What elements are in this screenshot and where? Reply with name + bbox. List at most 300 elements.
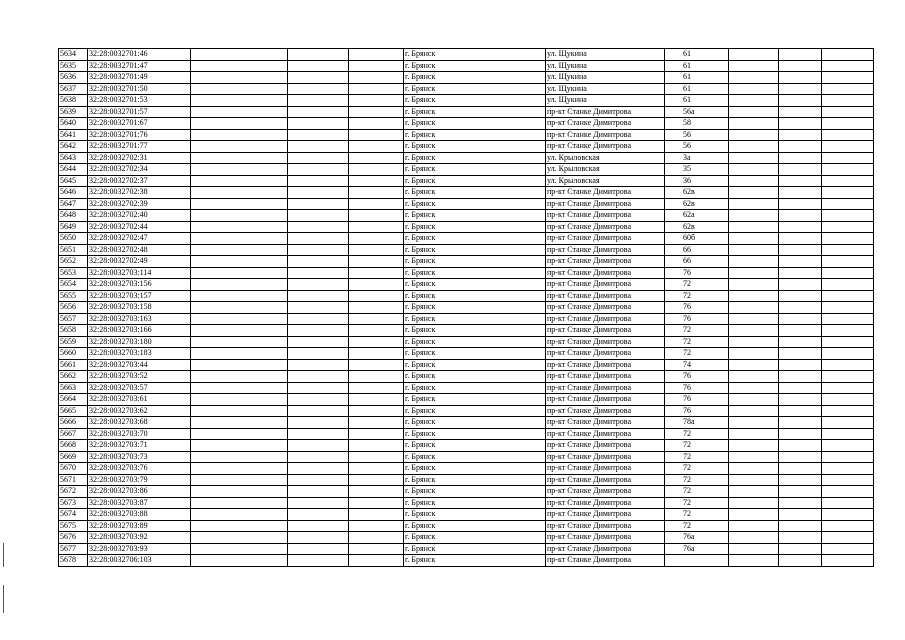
empty-cell — [191, 187, 288, 199]
empty-cell — [191, 394, 288, 406]
empty-cell — [191, 129, 288, 141]
city-cell: г. Брянск — [404, 417, 546, 429]
city-cell: г. Брянск — [404, 405, 546, 417]
empty-cell — [729, 440, 779, 452]
city-cell: г. Брянск — [404, 106, 546, 118]
empty-cell — [729, 60, 779, 72]
row-number-cell: 5661 — [59, 359, 88, 371]
empty-cell — [349, 336, 404, 348]
table-row — [59, 141, 874, 153]
cadastral-number-cell: 32:28:0032703:52 — [88, 371, 191, 383]
empty-cell — [729, 95, 779, 107]
house-number-cell: 61 — [665, 72, 729, 84]
empty-cell — [191, 210, 288, 222]
cadastral-number-cell: 32:28:0032703:92 — [88, 532, 191, 544]
empty-cell — [729, 290, 779, 302]
street-cell: пр-кт Станке Димитрова — [546, 532, 665, 544]
empty-cell — [288, 520, 349, 532]
empty-cell — [349, 520, 404, 532]
empty-cell — [349, 141, 404, 153]
table-row — [59, 520, 874, 532]
cadastral-number-cell: 32:28:0032703:57 — [88, 382, 191, 394]
table-row — [59, 164, 874, 176]
row-number-cell: 5650 — [59, 233, 88, 245]
empty-cell — [288, 221, 349, 233]
empty-cell — [191, 175, 288, 187]
cadastral-number-cell: 32:28:0032703:73 — [88, 451, 191, 463]
cadastral-number-cell: 32:28:0032703:158 — [88, 302, 191, 314]
empty-cell — [729, 382, 779, 394]
table-row — [59, 371, 874, 383]
row-number-cell: 5638 — [59, 95, 88, 107]
empty-cell — [191, 141, 288, 153]
empty-cell — [822, 279, 874, 291]
city-cell: г. Брянск — [404, 463, 546, 475]
street-cell: пр-кт Станке Димитрова — [546, 463, 665, 475]
empty-cell — [288, 486, 349, 498]
cadastral-number-cell: 32:28:0032702:37 — [88, 175, 191, 187]
empty-cell — [288, 428, 349, 440]
empty-cell — [779, 175, 822, 187]
house-number-cell: 66 — [665, 256, 729, 268]
table-row — [59, 336, 874, 348]
empty-cell — [288, 129, 349, 141]
empty-cell — [729, 520, 779, 532]
empty-cell — [729, 463, 779, 475]
empty-cell — [779, 486, 822, 498]
empty-cell — [822, 302, 874, 314]
row-number-cell: 5669 — [59, 451, 88, 463]
cadastral-number-cell: 32:28:0032701:49 — [88, 72, 191, 84]
house-number-cell: 76 — [665, 394, 729, 406]
empty-cell — [822, 152, 874, 164]
city-cell: г. Брянск — [404, 440, 546, 452]
empty-cell — [779, 290, 822, 302]
house-number-cell: 72 — [665, 336, 729, 348]
street-cell: пр-кт Станке Димитрова — [546, 417, 665, 429]
row-number-cell: 5645 — [59, 175, 88, 187]
house-number-cell: 56 — [665, 141, 729, 153]
row-number-cell: 5641 — [59, 129, 88, 141]
empty-cell — [349, 382, 404, 394]
empty-cell — [191, 474, 288, 486]
table-row — [59, 60, 874, 72]
empty-cell — [349, 233, 404, 245]
empty-cell — [191, 382, 288, 394]
city-cell: г. Брянск — [404, 313, 546, 325]
empty-cell — [822, 106, 874, 118]
empty-cell — [822, 417, 874, 429]
empty-cell — [191, 60, 288, 72]
empty-cell — [288, 325, 349, 337]
empty-cell — [822, 198, 874, 210]
empty-cell — [288, 509, 349, 521]
street-cell: пр-кт Станке Димитрова — [546, 348, 665, 360]
empty-cell — [288, 313, 349, 325]
empty-cell — [822, 451, 874, 463]
empty-cell — [729, 359, 779, 371]
empty-cell — [349, 152, 404, 164]
empty-cell — [729, 210, 779, 222]
house-number-cell: 76 — [665, 267, 729, 279]
empty-cell — [349, 129, 404, 141]
street-cell: ул. Крыловская — [546, 164, 665, 176]
empty-cell — [349, 221, 404, 233]
cadastral-number-cell: 32:28:0032703:93 — [88, 543, 191, 555]
empty-cell — [191, 371, 288, 383]
cadastral-number-cell: 32:28:0032702:47 — [88, 233, 191, 245]
empty-cell — [288, 497, 349, 509]
row-number-cell: 5659 — [59, 336, 88, 348]
street-cell: ул. Щукина — [546, 95, 665, 107]
city-cell: г. Брянск — [404, 95, 546, 107]
street-cell: пр-кт Станке Димитрова — [546, 371, 665, 383]
row-number-cell: 5670 — [59, 463, 88, 475]
empty-cell — [288, 256, 349, 268]
table-row — [59, 555, 874, 567]
city-cell: г. Брянск — [404, 474, 546, 486]
empty-cell — [288, 244, 349, 256]
empty-cell — [779, 463, 822, 475]
empty-cell — [349, 428, 404, 440]
cadastral-number-cell: 32:28:0032703:166 — [88, 325, 191, 337]
empty-cell — [779, 233, 822, 245]
table-row — [59, 532, 874, 544]
city-cell: г. Брянск — [404, 279, 546, 291]
city-cell: г. Брянск — [404, 555, 546, 567]
empty-cell — [779, 532, 822, 544]
row-number-cell: 5635 — [59, 60, 88, 72]
table-row — [59, 198, 874, 210]
empty-cell — [822, 83, 874, 95]
empty-cell — [822, 474, 874, 486]
cadastral-number-cell: 32:28:0032701:53 — [88, 95, 191, 107]
table-row — [59, 210, 874, 222]
street-cell: пр-кт Станке Димитрова — [546, 221, 665, 233]
empty-cell — [822, 336, 874, 348]
house-number-cell: 36 — [665, 175, 729, 187]
row-number-cell: 5637 — [59, 83, 88, 95]
city-cell: г. Брянск — [404, 359, 546, 371]
empty-cell — [729, 486, 779, 498]
street-cell: пр-кт Станке Димитрова — [546, 198, 665, 210]
empty-cell — [779, 325, 822, 337]
row-number-cell: 5667 — [59, 428, 88, 440]
empty-cell — [191, 440, 288, 452]
empty-cell — [822, 313, 874, 325]
empty-cell — [822, 497, 874, 509]
cadastral-number-cell: 32:28:0032703:163 — [88, 313, 191, 325]
house-number-cell: 76 — [665, 313, 729, 325]
empty-cell — [288, 106, 349, 118]
empty-cell — [779, 497, 822, 509]
cadastral-number-cell: 32:28:0032702:38 — [88, 187, 191, 199]
empty-cell — [822, 60, 874, 72]
empty-cell — [779, 520, 822, 532]
house-number-cell: 61 — [665, 49, 729, 61]
empty-cell — [822, 359, 874, 371]
table-row — [59, 49, 874, 61]
cadastral-number-cell: 32:28:0032703:86 — [88, 486, 191, 498]
house-number-cell: 72 — [665, 451, 729, 463]
empty-cell — [729, 428, 779, 440]
empty-cell — [779, 313, 822, 325]
empty-cell — [779, 405, 822, 417]
row-number-cell: 5648 — [59, 210, 88, 222]
street-cell: пр-кт Станке Димитрова — [546, 451, 665, 463]
empty-cell — [822, 118, 874, 130]
row-number-cell: 5643 — [59, 152, 88, 164]
table-row — [59, 152, 874, 164]
empty-cell — [822, 532, 874, 544]
empty-cell — [349, 72, 404, 84]
table-row — [59, 405, 874, 417]
row-number-cell: 5666 — [59, 417, 88, 429]
table-row — [59, 382, 874, 394]
street-cell: пр-кт Станке Димитрова — [546, 359, 665, 371]
table-row — [59, 290, 874, 302]
city-cell: г. Брянск — [404, 509, 546, 521]
empty-cell — [349, 279, 404, 291]
row-number-cell: 5672 — [59, 486, 88, 498]
empty-cell — [822, 405, 874, 417]
empty-cell — [729, 497, 779, 509]
empty-cell — [779, 164, 822, 176]
empty-cell — [288, 279, 349, 291]
street-cell: пр-кт Станке Димитрова — [546, 325, 665, 337]
empty-cell — [191, 72, 288, 84]
empty-cell — [729, 336, 779, 348]
empty-cell — [288, 371, 349, 383]
page-edge-mark — [3, 585, 4, 613]
city-cell: г. Брянск — [404, 428, 546, 440]
house-number-cell: 76 — [665, 405, 729, 417]
row-number-cell: 5649 — [59, 221, 88, 233]
empty-cell — [288, 187, 349, 199]
empty-cell — [822, 555, 874, 567]
house-number-cell: 56а — [665, 106, 729, 118]
empty-cell — [822, 440, 874, 452]
empty-cell — [779, 244, 822, 256]
empty-cell — [349, 164, 404, 176]
empty-cell — [779, 221, 822, 233]
street-cell: пр-кт Станке Димитрова — [546, 210, 665, 222]
row-number-cell: 5658 — [59, 325, 88, 337]
empty-cell — [349, 405, 404, 417]
house-number-cell: 76а — [665, 543, 729, 555]
empty-cell — [349, 509, 404, 521]
city-cell: г. Брянск — [404, 256, 546, 268]
city-cell: г. Брянск — [404, 118, 546, 130]
empty-cell — [191, 267, 288, 279]
city-cell: г. Брянск — [404, 267, 546, 279]
row-number-cell: 5651 — [59, 244, 88, 256]
cadastral-number-cell: 32:28:0032702:34 — [88, 164, 191, 176]
empty-cell — [288, 60, 349, 72]
empty-cell — [729, 543, 779, 555]
cadastral-number-cell: 32:28:0032701:57 — [88, 106, 191, 118]
cadastral-number-cell: 32:28:0032702:31 — [88, 152, 191, 164]
row-number-cell: 5673 — [59, 497, 88, 509]
street-cell: ул. Щукина — [546, 49, 665, 61]
street-cell: ул. Щукина — [546, 83, 665, 95]
empty-cell — [349, 83, 404, 95]
street-cell: ул. Крыловская — [546, 152, 665, 164]
street-cell: пр-кт Станке Димитрова — [546, 141, 665, 153]
empty-cell — [349, 118, 404, 130]
empty-cell — [349, 532, 404, 544]
empty-cell — [191, 221, 288, 233]
row-number-cell: 5652 — [59, 256, 88, 268]
empty-cell — [349, 244, 404, 256]
empty-cell — [288, 141, 349, 153]
empty-cell — [729, 532, 779, 544]
empty-cell — [729, 509, 779, 521]
empty-cell — [729, 72, 779, 84]
street-cell: пр-кт Станке Димитрова — [546, 244, 665, 256]
empty-cell — [191, 313, 288, 325]
empty-cell — [729, 198, 779, 210]
empty-cell — [349, 106, 404, 118]
table-row — [59, 256, 874, 268]
empty-cell — [729, 279, 779, 291]
house-number-cell: 61 — [665, 60, 729, 72]
empty-cell — [288, 474, 349, 486]
table-row — [59, 302, 874, 314]
empty-cell — [288, 451, 349, 463]
house-number-cell: 61 — [665, 95, 729, 107]
row-number-cell: 5677 — [59, 543, 88, 555]
street-cell: пр-кт Станке Димитрова — [546, 187, 665, 199]
table-row — [59, 359, 874, 371]
house-number-cell: 62а — [665, 210, 729, 222]
empty-cell — [729, 187, 779, 199]
street-cell: ул. Щукина — [546, 72, 665, 84]
street-cell: пр-кт Станке Димитрова — [546, 129, 665, 141]
row-number-cell: 5634 — [59, 49, 88, 61]
empty-cell — [288, 290, 349, 302]
empty-cell — [191, 290, 288, 302]
empty-cell — [779, 141, 822, 153]
empty-cell — [729, 256, 779, 268]
empty-cell — [822, 486, 874, 498]
empty-cell — [822, 164, 874, 176]
empty-cell — [729, 141, 779, 153]
empty-cell — [349, 256, 404, 268]
street-cell: пр-кт Станке Димитрова — [546, 302, 665, 314]
empty-cell — [349, 175, 404, 187]
empty-cell — [349, 440, 404, 452]
city-cell: г. Брянск — [404, 302, 546, 314]
row-number-cell: 5636 — [59, 72, 88, 84]
row-number-cell: 5644 — [59, 164, 88, 176]
empty-cell — [191, 279, 288, 291]
empty-cell — [729, 555, 779, 567]
empty-cell — [729, 394, 779, 406]
house-number-cell: 72 — [665, 290, 729, 302]
street-cell: пр-кт Станке Димитрова — [546, 440, 665, 452]
row-number-cell: 5678 — [59, 555, 88, 567]
street-cell: пр-кт Станке Димитрова — [546, 382, 665, 394]
empty-cell — [191, 359, 288, 371]
empty-cell — [729, 106, 779, 118]
empty-cell — [779, 198, 822, 210]
street-cell: пр-кт Станке Димитрова — [546, 313, 665, 325]
empty-cell — [349, 210, 404, 222]
empty-cell — [822, 187, 874, 199]
city-cell: г. Брянск — [404, 244, 546, 256]
row-number-cell: 5646 — [59, 187, 88, 199]
empty-cell — [729, 474, 779, 486]
empty-cell — [191, 532, 288, 544]
empty-cell — [779, 129, 822, 141]
empty-cell — [349, 198, 404, 210]
empty-cell — [288, 233, 349, 245]
empty-cell — [779, 210, 822, 222]
house-number-cell: 76а — [665, 532, 729, 544]
empty-cell — [822, 49, 874, 61]
empty-cell — [779, 60, 822, 72]
empty-cell — [191, 509, 288, 521]
table-row — [59, 313, 874, 325]
house-number-cell: 56 — [665, 129, 729, 141]
table-row — [59, 187, 874, 199]
empty-cell — [779, 417, 822, 429]
empty-cell — [288, 95, 349, 107]
street-cell: пр-кт Станке Димитрова — [546, 290, 665, 302]
house-number-cell: 76 — [665, 371, 729, 383]
cadastral-number-cell: 32:28:0032701:50 — [88, 83, 191, 95]
table-row — [59, 83, 874, 95]
table-row — [59, 428, 874, 440]
table-row — [59, 72, 874, 84]
table-row — [59, 497, 874, 509]
empty-cell — [779, 336, 822, 348]
street-cell: пр-кт Станке Димитрова — [546, 474, 665, 486]
empty-cell — [191, 83, 288, 95]
empty-cell — [779, 543, 822, 555]
street-cell: пр-кт Станке Димитрова — [546, 555, 665, 567]
empty-cell — [779, 256, 822, 268]
row-number-cell: 5665 — [59, 405, 88, 417]
empty-cell — [349, 290, 404, 302]
empty-cell — [191, 428, 288, 440]
empty-cell — [729, 49, 779, 61]
street-cell: пр-кт Станке Димитрова — [546, 543, 665, 555]
empty-cell — [191, 244, 288, 256]
row-number-cell: 5654 — [59, 279, 88, 291]
empty-cell — [779, 95, 822, 107]
row-number-cell: 5668 — [59, 440, 88, 452]
street-cell: пр-кт Станке Димитрова — [546, 233, 665, 245]
city-cell: г. Брянск — [404, 221, 546, 233]
table-row — [59, 474, 874, 486]
empty-cell — [191, 520, 288, 532]
house-number-cell: 72 — [665, 463, 729, 475]
empty-cell — [349, 474, 404, 486]
cadastral-number-cell: 32:28:0032703:44 — [88, 359, 191, 371]
empty-cell — [288, 532, 349, 544]
empty-cell — [288, 336, 349, 348]
empty-cell — [729, 371, 779, 383]
house-number-cell: 72 — [665, 497, 729, 509]
empty-cell — [288, 49, 349, 61]
empty-cell — [288, 175, 349, 187]
city-cell: г. Брянск — [404, 129, 546, 141]
cadastral-number-cell: 32:28:0032703:88 — [88, 509, 191, 521]
city-cell: г. Брянск — [404, 497, 546, 509]
house-number-cell: 72 — [665, 486, 729, 498]
